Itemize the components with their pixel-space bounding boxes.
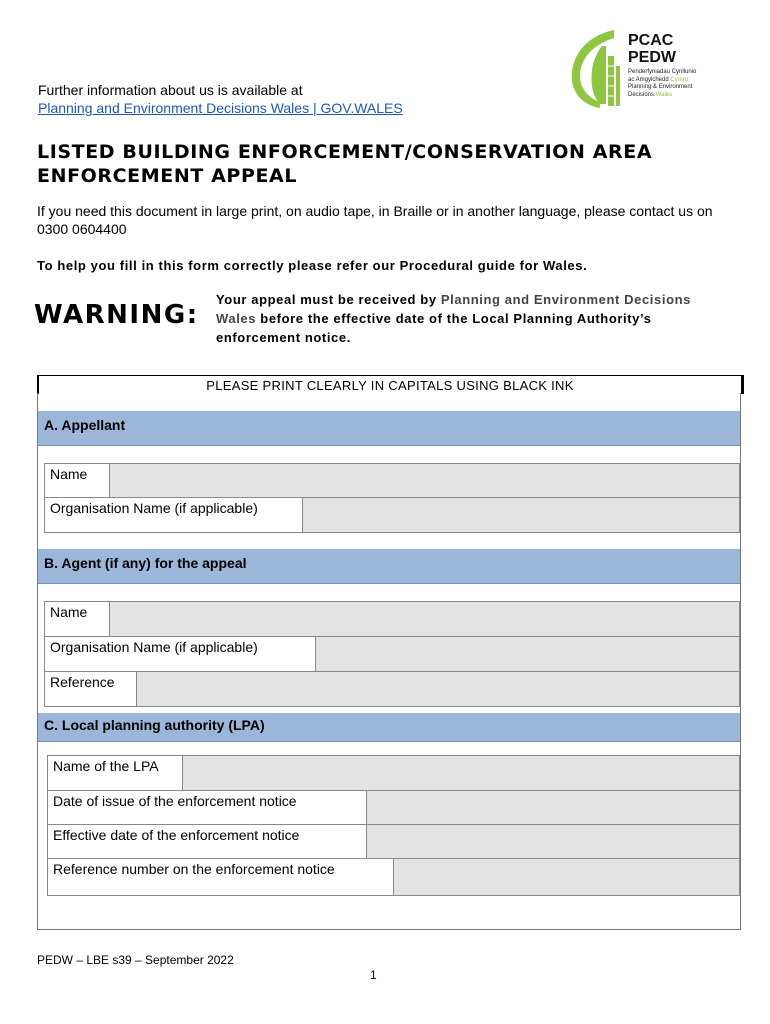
logo-sub4: Decisions Wales: [628, 91, 673, 98]
section-c-title: C. Local planning authority (LPA): [44, 717, 265, 733]
logo-sub2: ac Amgylchedd Cymru: [628, 76, 689, 83]
agent-org-label: Organisation Name (if applicable): [50, 639, 258, 655]
agent-org-row: [44, 636, 740, 672]
warning-part1: Your appeal must be received by: [216, 292, 441, 307]
section-b-title: B. Agent (if any) for the appeal: [44, 555, 247, 571]
section-a-title: A. Appellant: [44, 417, 126, 433]
effective-date-field[interactable]: [366, 825, 739, 859]
gov-wales-link[interactable]: Planning and Environment Decisions Wales | GOV.WALES: [38, 100, 403, 116]
agent-org-field[interactable]: [315, 637, 739, 671]
appellant-name-label: Name: [50, 466, 88, 482]
agent-name-row: [44, 601, 740, 637]
logo-line2: PEDW: [628, 49, 676, 66]
warning-label: WARNING:: [34, 300, 199, 330]
logo-subtitle: [628, 69, 696, 99]
leaf-icon: [566, 26, 626, 112]
issue-date-label: Date of issue of the enforcement notice: [53, 793, 297, 809]
appeal-form: [37, 393, 741, 930]
warning-part3: before the effective date of the Local Planning Authority’s enforcement notice.: [216, 311, 652, 345]
warning-text: [216, 290, 726, 347]
footer-code: PEDW – LBE s39 – September 2022: [37, 953, 234, 967]
page-title: [37, 140, 652, 188]
notice-ref-label: Reference number on the enforcement notice: [53, 861, 335, 877]
appellant-org-row: [44, 497, 740, 533]
notice-ref-field[interactable]: [393, 859, 739, 895]
issue-date-row: [47, 790, 740, 826]
appellant-name-field[interactable]: [109, 464, 739, 498]
appellant-org-field[interactable]: [302, 498, 739, 532]
logo-sub1: Penderfyniadau Cynllunio: [628, 69, 697, 75]
lpa-name-field[interactable]: [182, 756, 739, 790]
appellant-org-label: Organisation Name (if applicable): [50, 500, 258, 516]
warning-pedw: Planning and Environment Decisions Wales: [216, 292, 691, 326]
section-b-header: [38, 549, 740, 584]
pcac-pedw-logo: [566, 26, 726, 112]
intro-text: Further information about us is available at: [38, 82, 303, 98]
accessibility-text: If you need this document in large print, on audio tape, in Braille or in another language, please contact us on 0300 0604400: [37, 203, 713, 237]
agent-ref-field[interactable]: [136, 672, 739, 706]
effective-date-row: [47, 824, 740, 860]
notice-ref-row: [47, 858, 740, 896]
section-c-header: [38, 713, 740, 742]
print-notice: PLEASE PRINT CLEARLY IN CAPITALS USING BLACK INK: [37, 375, 744, 394]
agent-name-label: Name: [50, 604, 88, 620]
help-text: To help you fill in this form correctly please refer our Procedural guide for Wales.: [37, 258, 588, 273]
agent-name-field[interactable]: [109, 602, 739, 636]
intro-block: [38, 81, 403, 117]
title-line2: ENFORCEMENT APPEAL: [37, 165, 298, 187]
section-a-header: [38, 411, 740, 446]
lpa-name-label: Name of the LPA: [53, 758, 159, 774]
page-number: 1: [370, 968, 377, 982]
lpa-name-row: [47, 755, 740, 791]
appellant-name-row: [44, 463, 740, 499]
agent-ref-row: [44, 671, 740, 707]
agent-ref-label: Reference: [50, 674, 115, 690]
logo-line1: PCAC: [628, 32, 674, 49]
logo-sub3: Planning & Environment: [628, 84, 693, 90]
issue-date-field[interactable]: [366, 791, 739, 825]
logo-wordmark: [628, 32, 676, 66]
title-line1: LISTED BUILDING ENFORCEMENT/CONSERVATION AREA: [37, 141, 653, 163]
effective-date-label: Effective date of the enforcement notice: [53, 827, 300, 843]
